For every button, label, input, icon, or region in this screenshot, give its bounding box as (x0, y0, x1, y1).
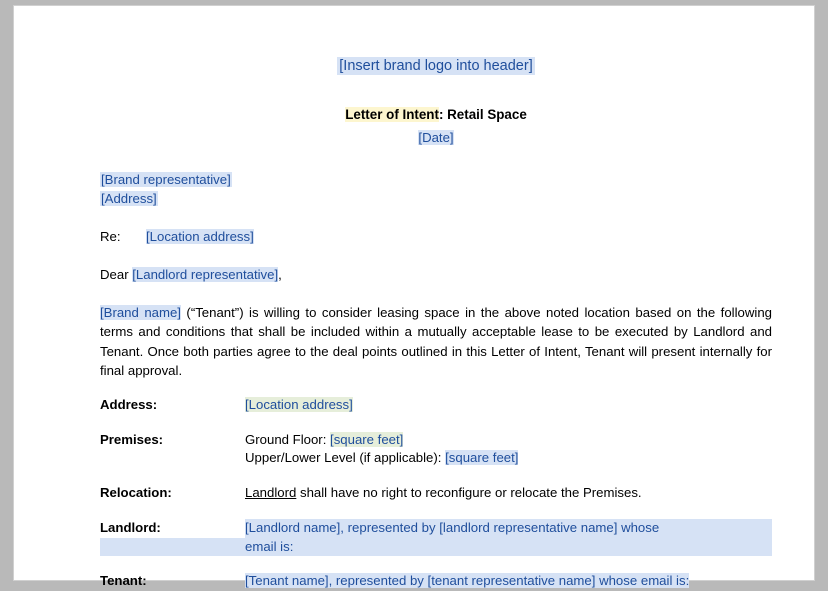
brand-representative-placeholder: [Brand representative] (101, 172, 231, 188)
address-placeholder: [Address] (101, 191, 157, 207)
term-label-address: Address: (100, 396, 158, 412)
premises-upper-lower-label: Upper/Lower Level (if applicable) (245, 450, 438, 466)
term-row-tenant (100, 572, 772, 591)
landlord-line-2: email is: (100, 538, 772, 557)
document-body (100, 6, 772, 591)
term-row-landlord (100, 519, 772, 556)
term-value-landlord (245, 519, 772, 556)
header-logo-placeholder-text: [Insert brand logo into header] (339, 58, 533, 74)
term-value-tenant (245, 572, 772, 591)
document-title-suffix: : Retail Space (438, 106, 527, 122)
document-title-prefix: Letter of Intent (345, 106, 439, 122)
premises-ground-floor-label: Ground Floor: (245, 431, 331, 447)
brand-name-placeholder: [Brand name] (100, 305, 181, 321)
recipient-block (100, 171, 772, 208)
re-location-address-placeholder: [Location address] (146, 228, 254, 244)
tenant-line-1: [Tenant name], represented by [tenant representative name] whose email is: (245, 573, 690, 589)
term-row-premises (100, 431, 772, 468)
address-value-placeholder: [Location address] (245, 396, 353, 412)
header-logo-placeholder (100, 56, 772, 77)
landlord-representative-placeholder: [Landlord representative] (132, 266, 279, 282)
relocation-landlord-word: Landlord (245, 485, 297, 501)
intro-paragraph (100, 303, 772, 380)
re-label: Re: (100, 228, 121, 244)
relocation-text: shall have no right to reconfigure or relocate the Premises. (296, 485, 642, 501)
intro-paragraph-text: (“Tenant”) is willing to consider leasing space in the above noted location based on the following terms and conditions that shall be included within a mutually acceptable lease to be executed by Landlord and Tenant. Once both parties agree to the deal points outlined in this Letter of Intent, Tenant will present internally for final approval. (100, 305, 772, 378)
document-page (14, 6, 814, 589)
document-date-placeholder: [Date] (418, 129, 454, 145)
premises-ground-floor-value: [square feet] (330, 431, 404, 447)
salutation-suffix: , (278, 266, 282, 282)
document-date (100, 129, 772, 148)
term-label-premises: Premises: (100, 431, 164, 447)
premises-upper-lower-sep: : (437, 450, 446, 466)
term-row-address (100, 396, 772, 415)
landlord-line-1: [Landlord name], represented by [landlord representative name] whose (245, 519, 772, 538)
term-label-relocation: Relocation: (100, 485, 172, 501)
premises-upper-lower-line (245, 449, 772, 468)
salutation (100, 266, 772, 285)
term-value-relocation (245, 484, 772, 503)
term-value-address (245, 396, 772, 415)
re-line (100, 228, 772, 247)
term-label-tenant: Tenant: (100, 573, 147, 589)
term-row-relocation (100, 484, 772, 503)
document-title (100, 105, 772, 124)
term-value-premises (245, 431, 772, 468)
premises-ground-floor-line (245, 431, 772, 450)
premises-upper-lower-value: [square feet] (445, 450, 519, 466)
salutation-prefix: Dear (100, 266, 133, 282)
term-label-landlord: Landlord: (100, 519, 161, 535)
